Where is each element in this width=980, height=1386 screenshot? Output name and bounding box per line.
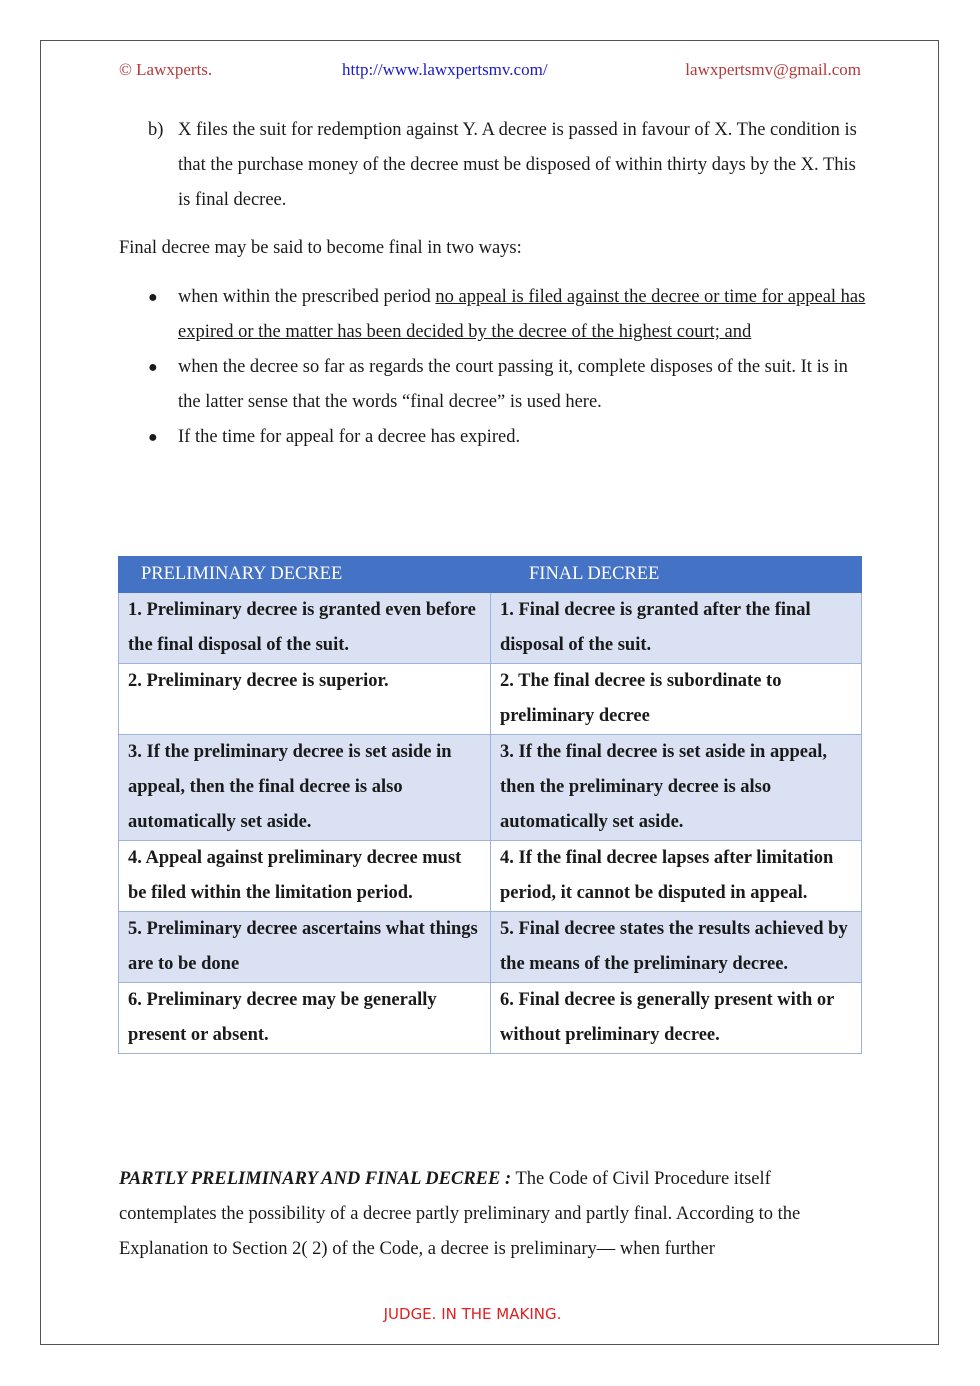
- table-cell: 5. Final decree states the results achieved by the means of the preliminary decree.: [491, 912, 862, 983]
- comparison-table: [118, 556, 862, 1054]
- bullet-list: [148, 280, 868, 455]
- section-text: The Code of Civil Procedure itself contemplates the possibility of a decree partly preliminary and partly final. According to the Explanation to Section 2( 2) of the Code, a decree is preliminary— when further: [119, 1169, 801, 1259]
- bullet-underlined-text: no appeal is filed against the decree or time for appeal has expired or the matter has been decided by the decree of the highest court; and: [178, 287, 866, 342]
- partly-decree-paragraph: [119, 1162, 864, 1267]
- website-link[interactable]: http://www.lawxpertsmv.com/: [342, 60, 548, 79]
- table-cell: 4. If the final decree lapses after limitation period, it cannot be disputed in appeal.: [491, 841, 862, 912]
- table-row: [119, 841, 862, 912]
- table-cell: 4. Appeal against preliminary decree must be filed within the limitation period.: [119, 841, 491, 912]
- table-cell: 3. If the preliminary decree is set aside in appeal, then the final decree is also automatically set aside.: [119, 735, 491, 841]
- bullet-item: [148, 280, 868, 350]
- table-cell: 6. Preliminary decree may be generally present or absent.: [119, 983, 491, 1054]
- table-cell: 1. Preliminary decree is granted even before the final disposal of the suit.: [119, 593, 491, 664]
- table-cell: 5. Preliminary decree ascertains what things are to be done: [119, 912, 491, 983]
- table-row: [119, 735, 862, 841]
- list-item-b: [148, 113, 868, 218]
- table-row: [119, 983, 862, 1054]
- column-header-final: FINAL DECREE: [491, 557, 862, 593]
- bullet-item: [148, 350, 868, 420]
- bullet-text: If the time for appeal for a decree has expired.: [178, 427, 521, 447]
- section-heading: PARTLY PRELIMINARY AND FINAL DECREE :: [119, 1169, 512, 1189]
- bullet-icon: ●: [148, 359, 158, 376]
- table-row: [119, 593, 862, 664]
- table-header-row: [119, 557, 862, 593]
- table-cell: 2. Preliminary decree is superior.: [119, 664, 491, 735]
- bullet-text: when the decree so far as regards the court passing it, complete disposes of the suit. It is in the latter sense that the words “final decree” is used here.: [178, 357, 848, 412]
- bullet-text: when within the prescribed period: [178, 287, 436, 307]
- table-row: [119, 912, 862, 983]
- table-cell: 3. If the final decree is set aside in appeal, then the preliminary decree is also automatically set aside.: [491, 735, 862, 841]
- intro-paragraph: Final decree may be said to become final in two ways:: [119, 238, 522, 258]
- page-header: [119, 60, 861, 84]
- copyright-text: © Lawxperts.: [119, 60, 213, 79]
- list-item-label: b): [148, 120, 164, 140]
- list-item-text: X files the suit for redemption against Y. A decree is passed in favour of X. The condition is that the purchase money of the decree must be disposed of within thirty days by the X. This is final decree.: [178, 120, 857, 210]
- bullet-icon: ●: [148, 429, 158, 446]
- email-link[interactable]: lawxpertsmv@gmail.com: [685, 60, 861, 79]
- table-cell: 2. The final decree is subordinate to preliminary decree: [491, 664, 862, 735]
- table-cell: 1. Final decree is granted after the final disposal of the suit.: [491, 593, 862, 664]
- page-footer: JUDGE. IN THE MAKING.: [383, 1305, 562, 1323]
- column-header-preliminary: PRELIMINARY DECREE: [119, 557, 491, 593]
- table-row: [119, 664, 862, 735]
- bullet-item: [148, 420, 868, 455]
- bullet-icon: ●: [148, 289, 158, 306]
- table-cell: 6. Final decree is generally present with or without preliminary decree.: [491, 983, 862, 1054]
